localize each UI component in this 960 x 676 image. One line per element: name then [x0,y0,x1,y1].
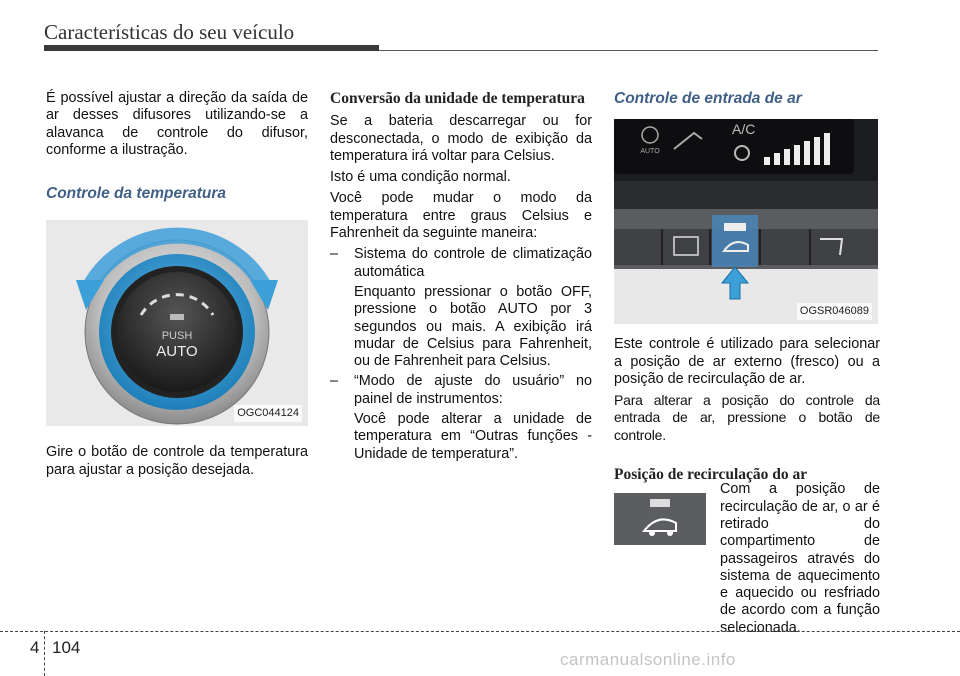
air-intake-heading: Controle de entrada de ar [614,90,802,107]
ac-label: A/C [732,121,756,138]
recirculation-block [614,481,880,641]
list-item-title: “Modo de ajuste do usuário” no painel de instrumentos: [354,373,592,407]
figure-code: OGC044124 [234,405,302,422]
unit-conversion-heading: Conversão da unidade de temperatura [330,90,585,107]
column-2 [330,90,592,466]
indicator-light-icon [650,499,670,507]
air-intake-paragraph: Este controle é utilizado para selecionar a posição de ar externo (fresco) ou a posição de recirculação de ar. [614,336,880,387]
list-item: – “Modo de ajuste do usuário” no painel de instrumentos: Você pode alterar a unidade de temperatura em “Outras funções - Unidade de temperatura”. [330,373,592,462]
temperature-caption: Gire o botão de controle da temperatura para ajustar a posição desejada. [46,444,308,478]
temperature-knob-figure [46,220,308,426]
air-intake-figure [614,119,878,324]
section-number: 4 [30,638,40,657]
normal-condition-paragraph: Isto é uma condição normal. [330,169,511,186]
change-mode-paragraph: Você pode mudar o modo da temperatura entre graus Celsius e Fahrenheit da seguinte maneira: [330,190,592,242]
figure-code: OGSR046089 [797,303,872,320]
conversion-steps-list [330,246,592,463]
column-3 [614,90,880,641]
column-1 [46,90,308,483]
recirculation-heading: Posição de recirculação do ar [614,466,808,484]
list-item-text: Enquanto pressionar o botão OFF, pressione o botão AUTO por 3 segundos ou mais. A exibição irá mudar de Celsius para Fahrenheit, ou de Fahrenheit para Celsius. [354,283,592,370]
control-panel-illustration [614,119,878,324]
list-item-text: Você pode alterar a unidade de temperatura em “Outras funções - Unidade de temperatura”. [354,411,592,462]
list-item: – Sistema do controle de climatização automática Enquanto pressionar o botão OFF, pressione o botão AUTO por 3 segundos ou mais. A exibição irá mudar de Celsius para Fahrenheit, ou de Fahrenheit para Celsius. [330,246,592,370]
footer-divider [44,631,45,676]
page-number: 104 [52,638,81,657]
temperature-knob-illustration [46,220,308,426]
knob-auto-label: AUTO [156,343,198,361]
recirculation-button-illustration [614,493,706,545]
knob-push-label: PUSH [161,330,193,343]
intro-paragraph: É possível ajustar a direção da saída de ar desses difusores utilizando-se a alavanca de controle do difusor, conforme a ilustração. [46,90,308,158]
indicator-light-icon [724,223,746,231]
battery-paragraph: Se a bateria descarregar ou for desconectada, o modo de exibição da temperatura irá voltar para Celsius. [330,113,592,164]
auto-label: AUTO [640,148,660,156]
header-bar [44,45,379,51]
watermark: carmanualsonline.info [560,650,736,669]
recirculation-button-figure [614,493,706,545]
change-position-paragraph: Para alterar a posição do controle da entrada de ar, pressione o botão de controle. [614,392,880,443]
header-title: Características do seu veículo [44,20,295,44]
footer-rule [0,631,960,632]
temperature-control-heading: Controle da temperatura [46,185,227,203]
list-item-title: Sistema do controle de climatização automática [354,246,592,280]
header-rule [379,50,878,51]
recirculation-paragraph: Com a posição de recirculação de ar, o ar é retirado do compartimento de passageiros através do sistema de aquecimento e aquecido ou resfriado de acordo com a função selecionada. [720,481,880,636]
